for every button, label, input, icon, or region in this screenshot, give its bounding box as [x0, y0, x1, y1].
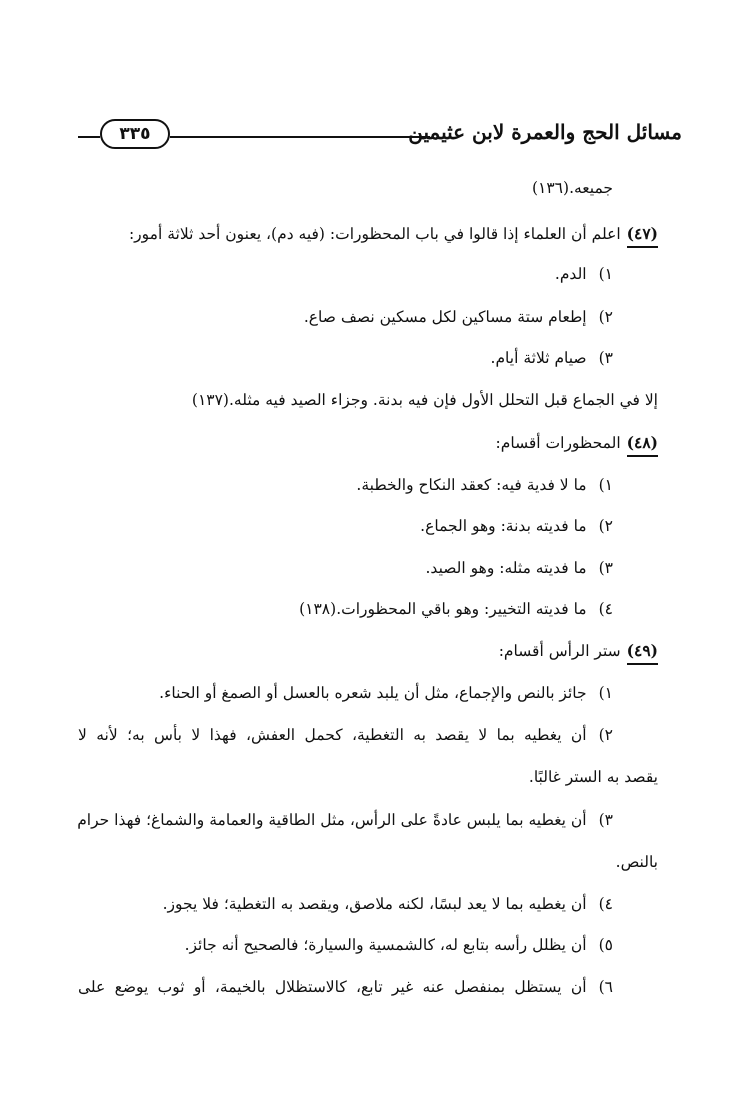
list-item: ١)ما لا فدية فيه: كعقد النكاح والخطبة.	[356, 470, 613, 500]
running-header	[78, 118, 682, 152]
item-number: ٢)	[598, 517, 613, 535]
list-item: ٢)ما فديته بدنة: وهو الجماع.	[420, 511, 613, 541]
text-line: إلا في الجماع قبل التحلل الأول فإن فيه بدنة. وجزاء الصيد فيه مثله.(١٣٧)	[191, 391, 658, 409]
item-number: ٤)	[598, 600, 613, 618]
question-line-49: (٤٩)ستر الرأس أقسام:	[499, 636, 658, 666]
list-item: ٣)ما فديته مثله: وهو الصيد.	[426, 553, 614, 583]
question-line-48: (٤٨)المحظورات أقسام:	[496, 428, 658, 458]
item-number: ١)	[598, 265, 613, 283]
item-number: ١)	[598, 684, 613, 702]
text-line: جميعه.(١٣٦)	[531, 179, 613, 197]
list-item: ١)جائز بالنص والإجماع، مثل أن يلبد شعره بالعسل أو الصمغ أو الحناء.	[159, 678, 613, 708]
text-line: يقصد به الستر غالبًا.	[528, 768, 658, 786]
question-number: (٤٧)	[627, 222, 658, 248]
header-rule	[170, 136, 430, 138]
item-number: ١)	[598, 476, 613, 494]
text-line: بالنص.	[615, 853, 658, 871]
item-number: ٣)	[598, 349, 613, 367]
page-number-badge: ٣٣٥	[100, 119, 170, 149]
item-number: ٢)	[598, 726, 613, 744]
item-number: ٥)	[598, 936, 613, 954]
item-number: ٢)	[598, 308, 613, 326]
question-number: (٤٨)	[627, 431, 658, 457]
question-number: (٤٩)	[627, 639, 658, 665]
list-item: ٣)صيام ثلاثة أيام.	[491, 343, 613, 373]
question-line-47: (٤٧)اعلم أن العلماء إذا قالوا في باب المحظورات: (فيه دم)، يعنون أحد ثلاثة أمور:	[129, 219, 658, 249]
list-item: ٢)إطعام ستة مساكين لكل مسكين نصف صاع.	[304, 302, 613, 332]
list-item: ٤)ما فديته التخيير: وهو باقي المحظورات.(١٣٨)	[299, 594, 613, 624]
item-number: ٣)	[598, 559, 613, 577]
item-number: ٦)	[598, 978, 613, 996]
list-item: ٣)أن يغطيه بما يلبس عادةً على الرأس، مثل الطاقية والعمامة والشماغ؛ فهذا حرام	[78, 805, 613, 835]
item-number: ٤)	[598, 895, 613, 913]
header-rule-tail	[78, 136, 100, 138]
list-item: ٥)أن يظلل رأسه بتابع له، كالشمسية والسيارة؛ فالصحيح أنه جائز.	[185, 930, 613, 960]
list-item: ٢)أن يغطيه بما لا يقصد به التغطية، كحمل العفش، فهذا لا بأس به؛ لأنه لا	[78, 720, 613, 750]
list-item: ١)الدم.	[555, 259, 613, 289]
book-title: مسائل الحج والعمرة لابن عثيمين	[408, 120, 682, 144]
item-number: ٣)	[598, 811, 613, 829]
list-item: ٤)أن يغطيه بما لا يعد لبسًا، لكنه ملاصق، ويقصد به التغطية؛ فلا يجوز.	[163, 889, 613, 919]
list-item: ٦)أن يستظل بمنفصل عنه غير تابع، كالاستظلال بالخيمة، أو ثوب يوضع على	[78, 972, 613, 1002]
